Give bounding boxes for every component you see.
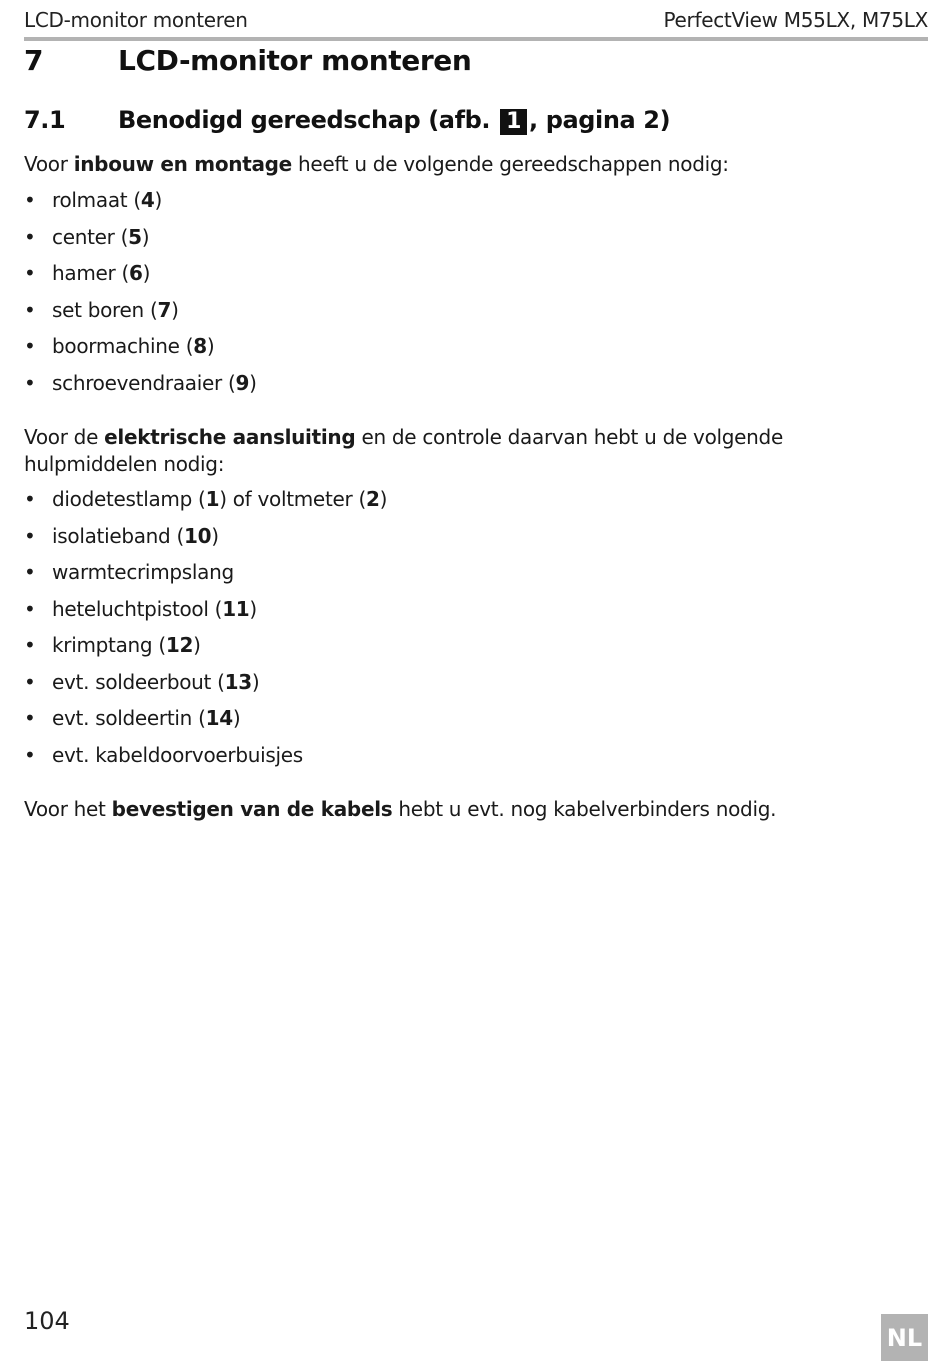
list-item: • set boren (7)	[24, 297, 179, 322]
intro1-text-after: heeft u de volgende gereedschappen nodig:	[291, 152, 729, 176]
header-chapter-title: LCD-monitor monteren	[24, 8, 248, 32]
tools-list	[24, 187, 257, 406]
bullet: •	[24, 706, 36, 730]
list-item: • evt. kabeldoorvoerbuisjes	[24, 742, 303, 767]
list-item: • hamer (6)	[24, 261, 151, 285]
bullet: •	[24, 633, 36, 657]
intro-paragraph-electrical	[24, 424, 910, 478]
bullet: •	[24, 370, 36, 395]
list-item: • boormachine (8)	[24, 334, 215, 358]
list-item: • heteluchtpistool (11)	[24, 596, 257, 621]
intro1-text: Voor	[24, 152, 74, 176]
intro1-bold: inbouw en montage	[73, 152, 292, 176]
running-header	[24, 8, 928, 36]
bullet: •	[24, 487, 36, 511]
subsection-heading	[24, 106, 670, 135]
bullet: •	[24, 334, 36, 358]
header-rule	[24, 37, 928, 41]
list-item: • warmtecrimpslang	[24, 560, 234, 584]
bullet: •	[24, 669, 36, 694]
bullet: •	[24, 188, 36, 212]
list-item: • rolmaat (4)	[24, 188, 163, 212]
list-item: • diodetestlamp (1) of voltmeter (2)	[24, 487, 388, 511]
outro-bold: bevestigen van de kabels	[111, 797, 393, 821]
intro2-text-after: en de controle daarvan hebt u de volgende hulpmiddelen nodig:	[24, 425, 783, 476]
outro-text-after: hebt u evt. nog kabelverbinders nodig.	[392, 797, 777, 821]
outro-paragraph	[24, 796, 910, 823]
list-item: • evt. soldeerbout (13)	[24, 669, 260, 694]
language-tab: NL	[881, 1314, 928, 1361]
bullet: •	[24, 596, 36, 621]
list-item: • evt. soldeertin (14)	[24, 706, 241, 730]
section-number: 7	[24, 44, 44, 77]
outro-text: Voor het	[24, 797, 112, 821]
subsection-title-before: Benodigd gereedschap (afb.	[118, 106, 491, 134]
section-title: LCD-monitor monteren	[118, 44, 472, 77]
intro2-bold: elektrische aansluiting	[104, 425, 356, 449]
bullet: •	[24, 560, 36, 584]
bullet: •	[24, 742, 36, 767]
page-number: 104	[24, 1307, 70, 1335]
section-heading	[24, 44, 471, 77]
bullet: •	[24, 224, 36, 249]
intro2-text: Voor de	[24, 425, 105, 449]
subsection-title-after: , pagina 2)	[529, 106, 671, 134]
figure-reference-badge: 1	[500, 109, 527, 135]
header-product-name: PerfectView M55LX, M75LX	[663, 8, 928, 32]
list-item: • krimptang (12)	[24, 633, 201, 657]
bullet: •	[24, 523, 36, 548]
intro-paragraph-tools	[24, 151, 910, 178]
bullet: •	[24, 261, 36, 285]
list-item: • isolatieband (10)	[24, 523, 219, 548]
aids-list	[24, 486, 387, 778]
list-item: • schroevendraaier (9)	[24, 370, 257, 395]
subsection-number: 7.1	[24, 106, 66, 134]
list-item: • center (5)	[24, 224, 150, 249]
bullet: •	[24, 297, 36, 322]
